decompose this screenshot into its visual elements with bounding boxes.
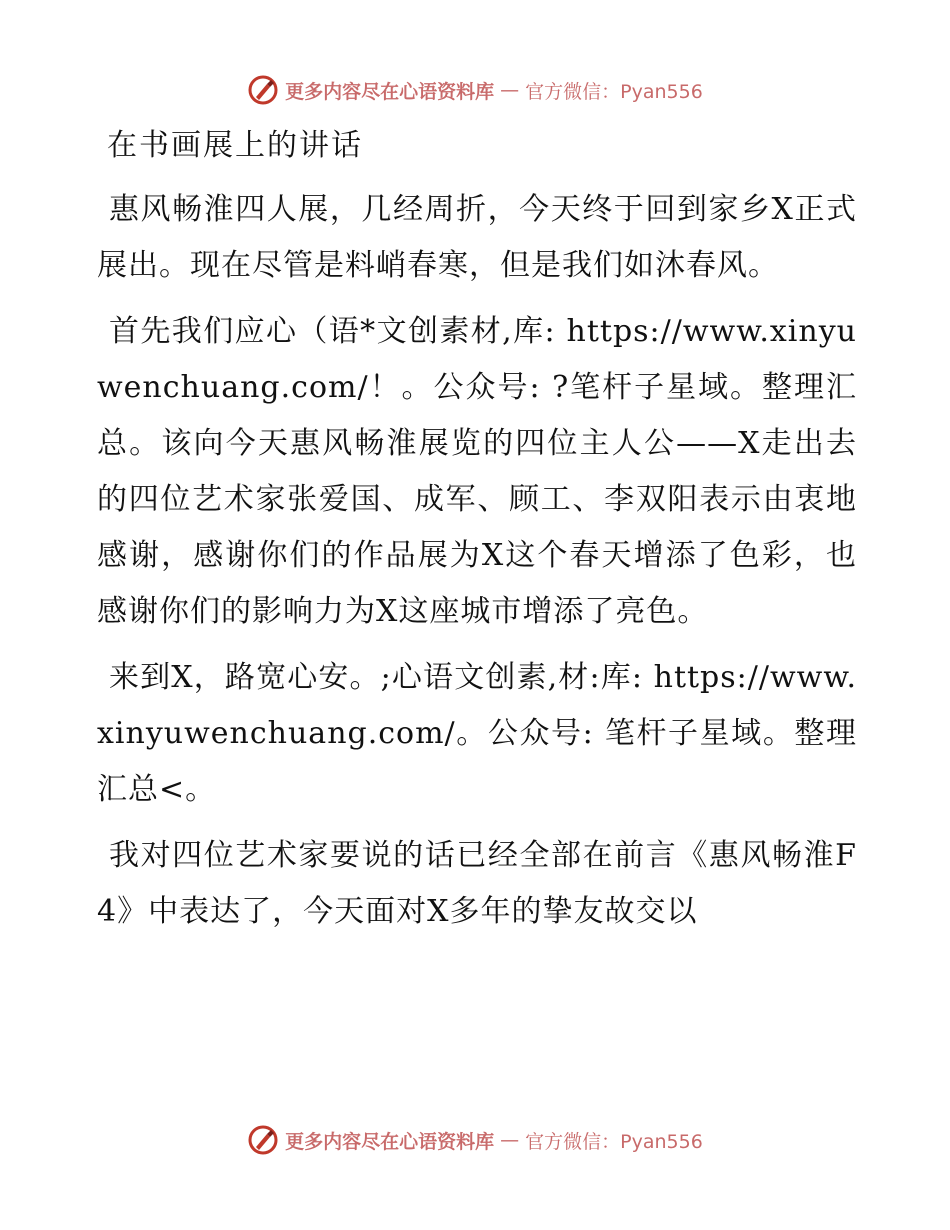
watermark-dash: — bbox=[500, 1129, 520, 1151]
pen-logo-icon bbox=[247, 74, 279, 106]
footer-watermark bbox=[247, 1124, 703, 1156]
watermark-text: 更多内容尽在心语资料库 bbox=[285, 80, 495, 103]
watermark-dash: — bbox=[500, 79, 520, 101]
paragraph-4: 我对四位艺术家要说的话已经全部在前言《惠风畅淮F4》中表达了，今天面对X多年的挚友故交以 bbox=[97, 838, 857, 929]
header-watermark bbox=[247, 74, 703, 106]
document-body bbox=[97, 120, 857, 950]
watermark-text: 更多内容尽在心语资料库 bbox=[285, 1130, 495, 1153]
paragraph-1: 惠风畅淮四人展，几经周折，今天终于回到家乡X正式展出。现在尽管是料峭春寒，但是我们如沐春风。 bbox=[97, 192, 857, 283]
paragraph-3: 来到X，路宽心安。;心语文创素,材:库: https://www.xinyuwenchuang.com/。公众号: 笔杆子星域。整理汇总<。 bbox=[97, 660, 857, 807]
pen-logo-icon bbox=[247, 1124, 279, 1156]
header-watermark-banner bbox=[0, 70, 950, 110]
document-title: 在书画展上的讲话 bbox=[107, 128, 363, 163]
paragraph-2: 首先我们应心（语*文创素材,库: https://www.xinyuwenchuang.com/！。公众号: ?笔杆子星域。整理汇总。该向今天惠风畅淮展览的四位主人公——X走出去的四位艺术家张爱国、成军、顾工、李双阳表示由衷地感谢，感谢你们的作品展为X这个春天增添了色彩，也感谢你们的影响力为X这座城市增添了亮色。 bbox=[97, 314, 857, 629]
footer-watermark-banner bbox=[0, 1120, 950, 1160]
watermark-wechat: 官方微信：Pyan556 bbox=[525, 1130, 703, 1153]
watermark-wechat: 官方微信：Pyan556 bbox=[525, 80, 703, 103]
